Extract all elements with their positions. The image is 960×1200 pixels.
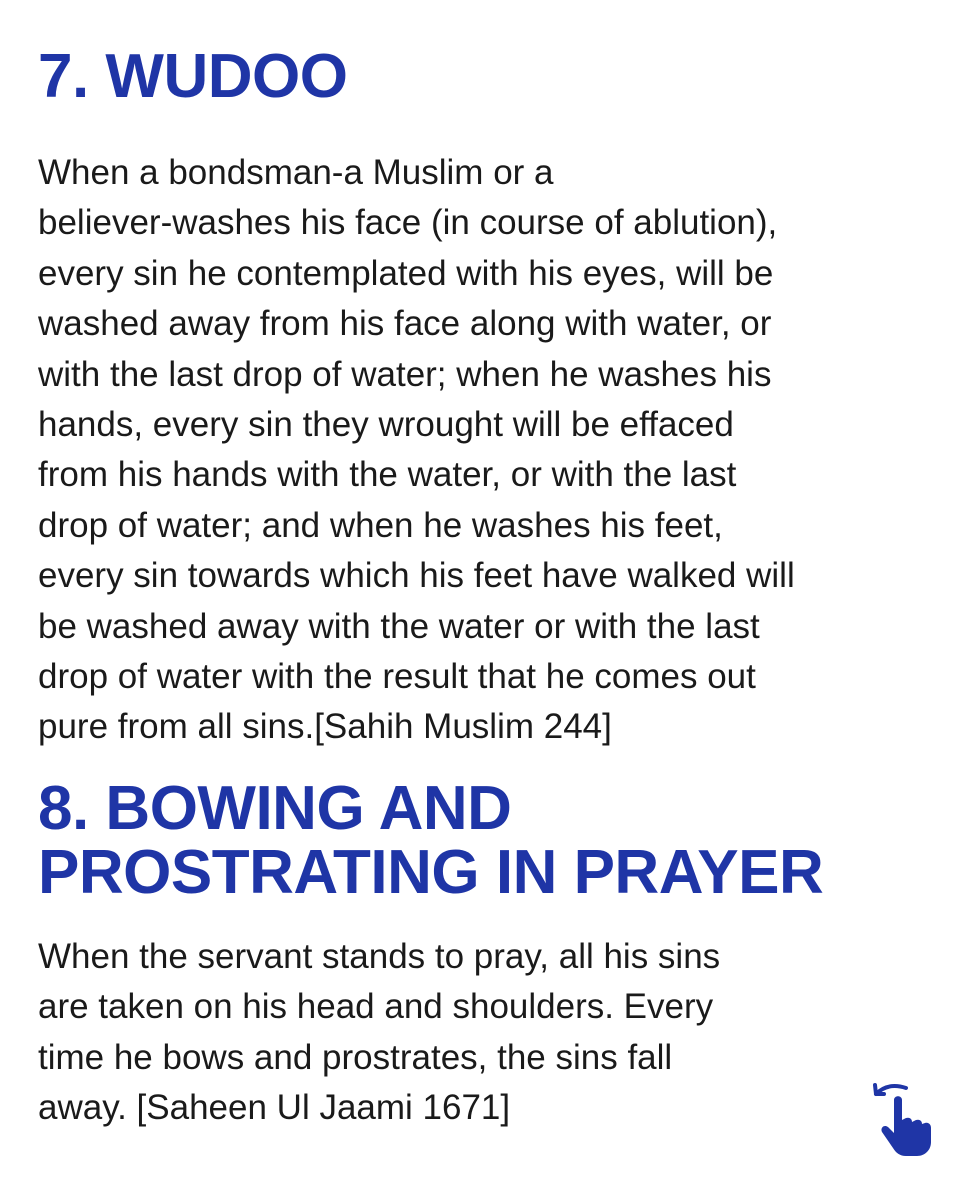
- section-body-bowing: [38, 932, 933, 1134]
- body-line: time he bows and prostrates, the sins fall: [38, 1037, 673, 1077]
- body-line: believer-washes his face (in course of ablution),: [38, 203, 778, 243]
- body-line: are taken on his head and shoulders. Every: [38, 987, 714, 1027]
- body-line: drop of water with the result that he comes out: [38, 657, 756, 697]
- section-title-bowing-line2: PROSTRATING IN PRAYER: [38, 838, 824, 907]
- body-line: be washed away with the water or with the last: [38, 606, 760, 646]
- body-line: washed away from his face along with water, or: [38, 304, 772, 344]
- body-line: When the servant stands to pray, all his sins: [38, 937, 721, 976]
- section-body-wudoo: [38, 148, 933, 753]
- section-title-bowing-line1: 8. BOWING AND: [38, 774, 512, 843]
- body-line: away. [Saheen Ul Jaami 1671]: [38, 1088, 511, 1128]
- body-line: pure from all sins.[Sahih Muslim 244]: [38, 707, 612, 747]
- section-title-wudoo: 7. WUDOO: [38, 42, 348, 111]
- swipe-hand-icon[interactable]: [872, 1080, 936, 1158]
- body-line: hands, every sin they wrought will be effaced: [38, 405, 734, 445]
- body-line: every sin towards which his feet have walked will: [38, 556, 795, 596]
- body-line: drop of water; and when he washes his feet,: [38, 505, 723, 545]
- body-line: every sin he contemplated with his eyes, will be: [38, 253, 774, 293]
- body-line: When a bondsman-a Muslim or a: [38, 153, 554, 192]
- body-line: with the last drop of water; when he washes his: [38, 354, 772, 394]
- body-line: from his hands with the water, or with the last: [38, 455, 737, 495]
